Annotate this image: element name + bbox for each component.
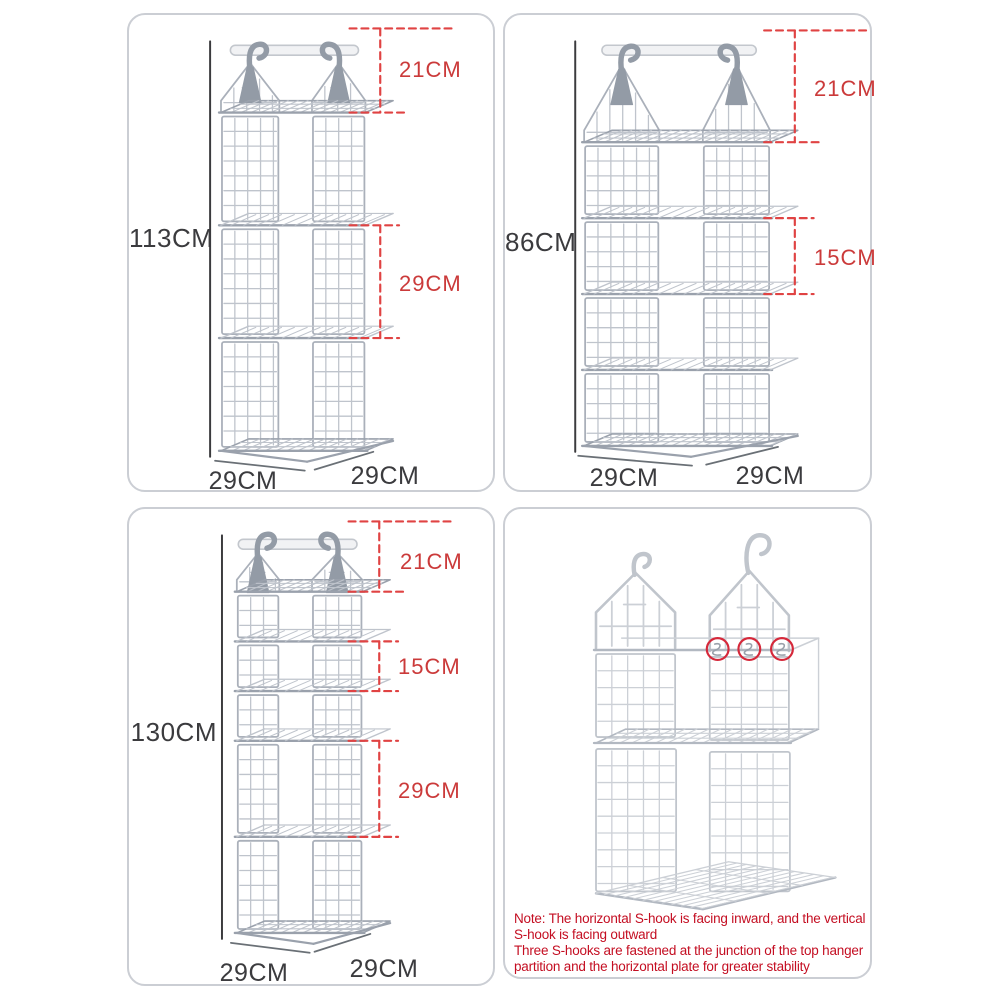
tier-height-label: 29CM [399, 271, 462, 296]
size-card-113cm [127, 13, 495, 495]
base-depth-label: 29CM [735, 462, 805, 490]
hanger-height-label: 21CM [814, 76, 877, 101]
size-card-130cm [127, 507, 495, 986]
note-line: partition and the horizontal plate for greater stability [514, 959, 810, 974]
s-hook-detail-card [503, 507, 872, 979]
base-width-label: 29CM [589, 464, 659, 492]
height-dimension-label: 130CM [130, 717, 217, 747]
hanger-height-label: 21CM [400, 549, 463, 574]
height-dimension-label: 86CM [505, 227, 577, 257]
s-hook-note [514, 911, 870, 975]
tier-tall-height-label: 29CM [398, 778, 461, 803]
hanger-height-label: 21CM [399, 57, 462, 82]
tier-short-height-label: 15CM [398, 654, 461, 679]
tier-height-label: 15CM [814, 245, 877, 270]
base-width-label: 29CM [208, 467, 278, 495]
note-line: Note: The horizontal S-hook is facing inward, and the vertical [514, 911, 866, 926]
size-card-86cm [503, 13, 877, 492]
height-dimension-label: 113CM [129, 223, 214, 253]
note-line: Three S-hooks are fastened at the junction of the top hanger [514, 943, 863, 958]
base-depth-label: 29CM [350, 462, 420, 490]
base-depth-label: 29CM [349, 955, 419, 983]
base-width-label: 29CM [219, 959, 289, 987]
s-hook-detail-drawing [505, 509, 870, 977]
note-line: S-hook is facing outward [514, 927, 658, 942]
